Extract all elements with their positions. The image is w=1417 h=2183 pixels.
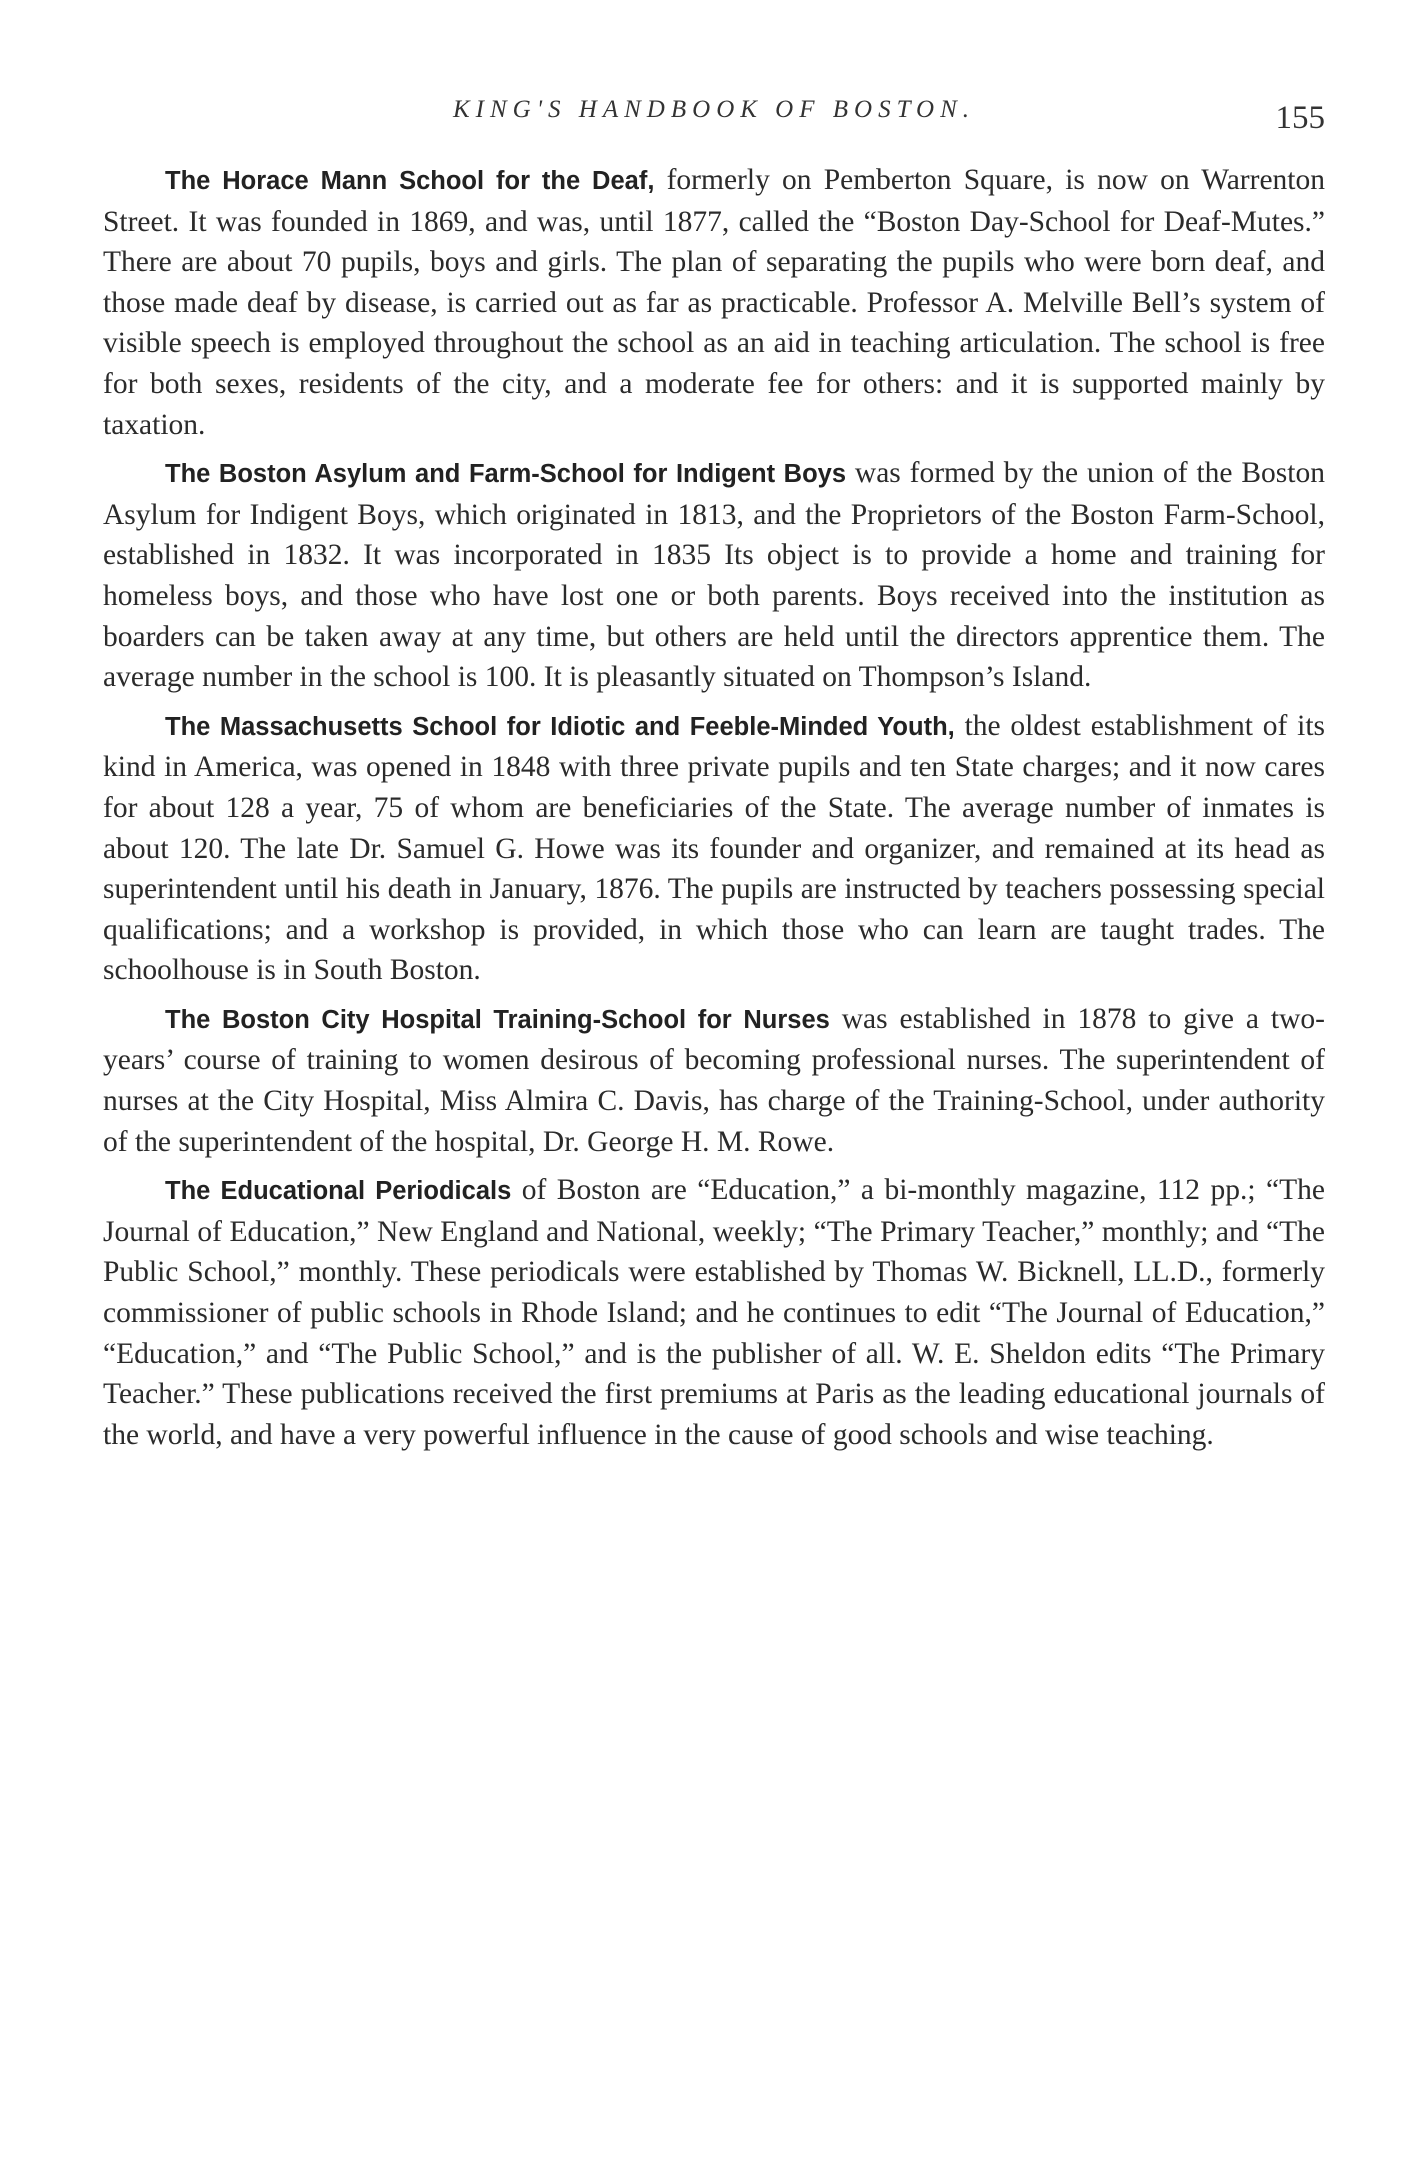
entry-boston-asylum-farm-school: [103, 453, 1325, 698]
entry-body: was established in 1878 to give a two-years’ course of training to women desirous of becoming professional nurses. The superintendent of nurses at the City Hospital, Miss Almira C. Davis, has charge of the Training-School, under authority of the superintendent of the hospital, Dr. George H. M. Rowe.: [103, 1002, 1325, 1158]
entry-educational-periodicals: [103, 1170, 1325, 1455]
entry-heading: The Boston Asylum and Farm-School for Indigent Boys: [165, 460, 847, 489]
entry-body: was formed by the union of the Boston Asylum for Indigent Boys, which originated in 1813, and the Proprietors of the Boston Farm-School, established in 1832. It was incorporated in 1835 Its object is to provide a home and training for homeless boys, and those who have lost one or both parents. Boys received into the institution as boarders can be taken away at any time, but others are held until the directors apprentice them. The average number in the school is 100. It is pleasantly situated on Thompson’s Island.: [103, 457, 1325, 694]
entry-horace-mann-school: [103, 160, 1325, 445]
running-head: [103, 96, 1325, 160]
book-page: [103, 96, 1325, 1463]
entry-body: the oldest establishment of its kind in America, was opened in 1848 with three private pupils and ten State charges; and it now cares for about 128 a year, 75 of whom are beneficiaries of the State. The average number of inmates is about 120. The late Dr. Samuel G. Howe was its founder and organizer, and remained at its head as superintendent until his death in January, 1876. The pupils are instructed by teachers possessing special qualifications; and a workshop is provided, in which those who can learn are taught trades. The schoolhouse is in South Boston.: [103, 709, 1325, 987]
entry-heading: The Educational Periodicals: [165, 1177, 512, 1206]
entry-massachusetts-school: [103, 706, 1325, 991]
entry-body: formerly on Pemberton Square, is now on Warrenton Street. It was founded in 1869, and was, until 1877, called the “Boston Day-School for Deaf-Mutes.” There are about 70 pupils, boys and girls. The plan of separating the pupils who were born deaf, and those made deaf by disease, is carried out as far as practicable. Professor A. Melville Bell’s system of visible speech is employed throughout the school as an aid in teaching articulation. The school is free for both sexes, residents of the city, and a moderate fee for others: and it is supported mainly by taxation.: [103, 164, 1325, 441]
entry-body: of Boston are “Education,” a bi-monthly magazine, 112 pp.; “The Journal of Education,” New England and National, weekly; “The Primary Teacher,” monthly; and “The Public School,” monthly. These periodicals were established by Thomas W. Bicknell, LL.D., formerly commissioner of public schools in Rhode Island; and he continues to edit “The Journal of Education,” “Education,” and “The Public School,” and is the publisher of all. W. E. Sheldon edits “The Primary Teacher.” These publications received the first premiums at Paris as the leading educational journals of the world, and have a very powerful influence in the cause of good schools and wise teaching.: [103, 1174, 1326, 1451]
entry-city-hospital-training-school: [103, 999, 1325, 1162]
entry-heading: The Horace Mann School for the Deaf,: [165, 167, 655, 195]
page-number: 155: [1275, 100, 1325, 136]
running-title: KING'S HANDBOOK OF BOSTON.: [452, 96, 975, 123]
entry-heading: The Boston City Hospital Training-School for Nurses: [165, 1005, 830, 1034]
entry-heading: The Massachusetts School for Idiotic and Feeble-Minded Youth,: [165, 712, 955, 741]
